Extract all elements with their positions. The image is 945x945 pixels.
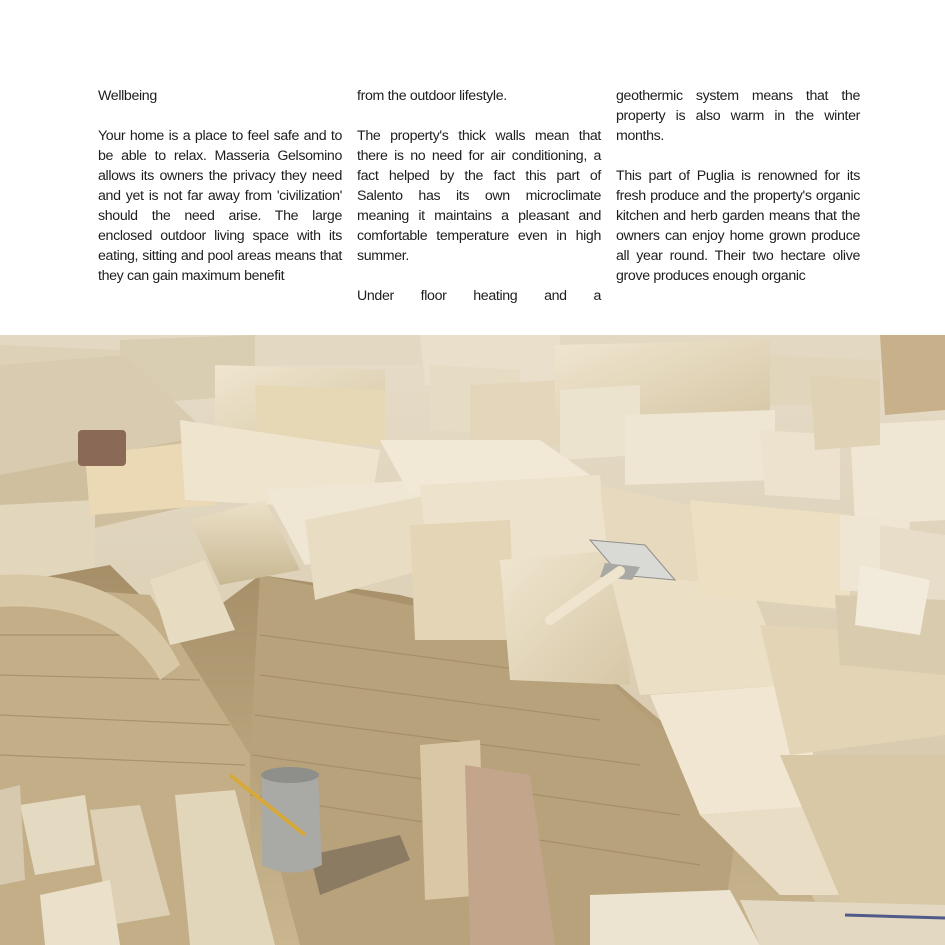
article-text bbox=[0, 0, 945, 335]
paragraph: Your home is a place to feel safe and to be able to relax. Masseria Gelsomino allows its owners the privacy they need and yet is not far away from 'civilization' should the need arise. The large enclosed outdoor living space with its eating, sitting and pool areas means that they can gain maximum benefit bbox=[98, 128, 342, 284]
paragraph: from the outdoor lifestyle. bbox=[357, 88, 507, 104]
text-column-2 bbox=[357, 86, 601, 326]
paragraph: The property's thick walls mean that there is no need for air conditioning, a fact helped by the fact this part of Salento has its own microclimate meaning it maintains a pleasant and comfortable temperature even in high summer. bbox=[357, 128, 601, 264]
text-column-3 bbox=[616, 86, 860, 306]
stone-arch-photo bbox=[0, 335, 945, 945]
paragraph: geothermic system means that the property is also warm in the winter months. bbox=[616, 88, 860, 144]
paragraph: Under floor heating and a bbox=[357, 288, 601, 304]
section-heading: Wellbeing bbox=[98, 88, 157, 104]
paragraph: This part of Puglia is renowned for its fresh produce and the property's organic kitchen and herb garden means that the owners can enjoy home grown produce all year round. Their two hectare olive grove produces enough organic bbox=[616, 168, 860, 284]
text-column-1 bbox=[98, 86, 342, 306]
